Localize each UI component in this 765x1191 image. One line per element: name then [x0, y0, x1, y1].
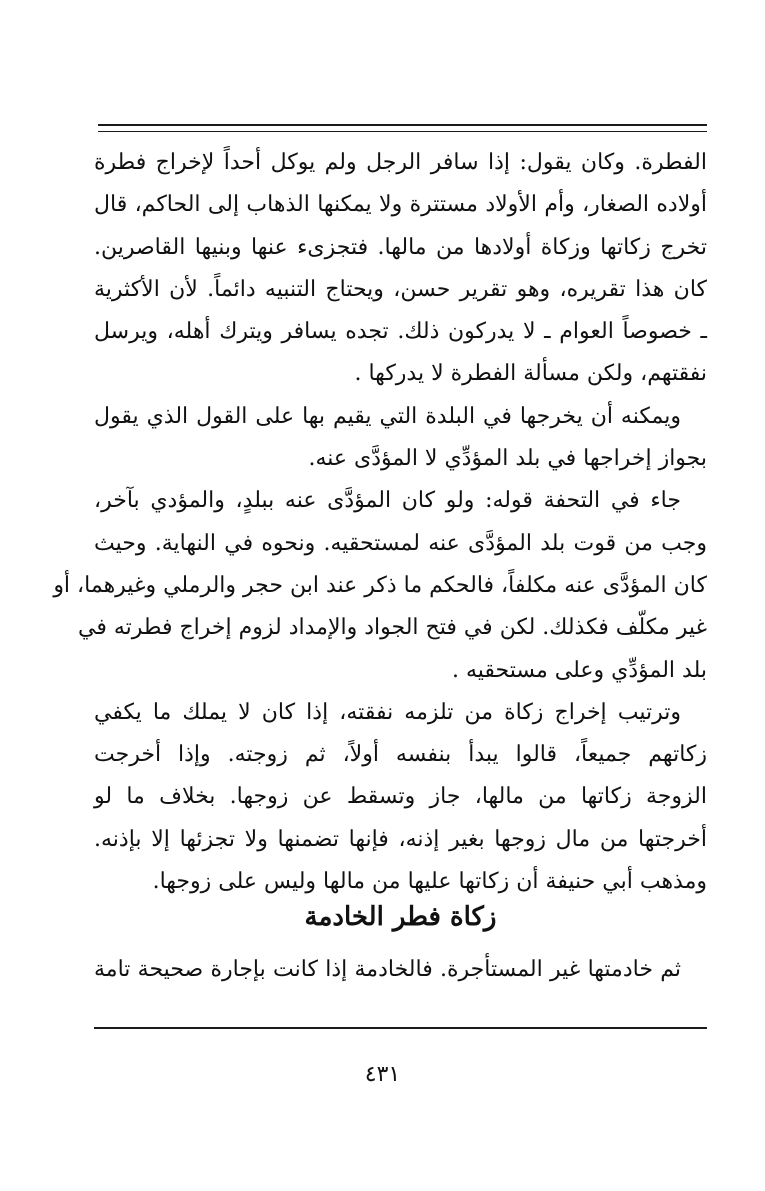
- header-rule-thin: [98, 131, 707, 132]
- text-line: غير مكلّف فكذلك. لكن في فتح الجواد والإمداد لزوم إخراج فطرته في: [78, 615, 707, 641]
- text-line: ومذهب أبي حنيفة أن زكاتها عليها من مالها وليس على زوجها.: [152, 869, 707, 895]
- text-line: ويمكنه أن يخرجها في البلدة التي يقيم بها على القول الذي يقول: [94, 403, 681, 429]
- text-line: الزوجة زكاتها من مالها، جاز وتسقط عن زوجها. بخلاف ما لو: [94, 784, 707, 810]
- closing-text: [94, 949, 707, 991]
- text-line: وجب من قوت بلد المؤدَّى عنه لمستحقيه. ونحوه في النهاية. وحيث: [94, 530, 707, 556]
- text-line: كان المؤدَّى عنه مكلفاً، فالحكم ما ذكر عند ابن حجر والرملي وغيرهما، أو: [53, 572, 707, 598]
- section-heading: زكاة فطر الخادمة: [304, 902, 497, 932]
- text-line: وترتيب إخراج زكاة من تلزمه نفقته، إذا كان لا يملك ما يكفي: [94, 699, 681, 725]
- text-line: ـ خصوصاً العوام ـ لا يدركون ذلك. تجده يسافر ويترك أهله، ويرسل: [94, 319, 707, 345]
- text-line: بلد المؤدِّي وعلى مستحقيه .: [451, 657, 707, 683]
- text-line: كان هذا تقريره، وهو تقرير حسن، ويحتاج التنبيه دائماً. لأن الأكثرية: [94, 276, 707, 302]
- header-rule-thick: [98, 124, 707, 126]
- text-line: ثم خادمتها غير المستأجرة. فالخادمة إذا كانت بإجارة صحيحة تامة: [94, 957, 681, 982]
- text-line: تخرج زكاتها وزكاة أولادها من مالها. فتجزىء عنها وبنيها القاصرين.: [94, 234, 707, 260]
- text-line: نفقتهم، ولكن مسألة الفطرة لا يدركها .: [354, 361, 707, 387]
- text-line: زكاتهم جميعاً، قالوا يبدأ بنفسه أولاً، ثم زوجته. وإذا أخرجت: [94, 742, 707, 768]
- text-line: بجواز إخراجها في بلد المؤدِّي لا المؤدَّى عنه.: [308, 446, 707, 472]
- text-line: أولاده الصغار، وأم الأولاد مستترة ولا يمكنها الذهاب إلى الحاكم، قال: [94, 192, 708, 218]
- body-text: [53, 142, 708, 903]
- text-line: جاء في التحفة قوله: ولو كان المؤدَّى عنه ببلدٍ، والمؤدي بآخر،: [94, 488, 681, 514]
- text-line: الفطرة. وكان يقول: إذا سافر الرجل ولم يوكل أحداً لإخراج فطرة: [94, 150, 707, 175]
- footer-rule: [94, 1027, 707, 1029]
- page-number: ٤٣١: [364, 1062, 401, 1087]
- text-line: أخرجتها من مال زوجها بغير إذنه، فإنها تضمنها ولا تجزئها إلا بإذنه.: [94, 826, 707, 852]
